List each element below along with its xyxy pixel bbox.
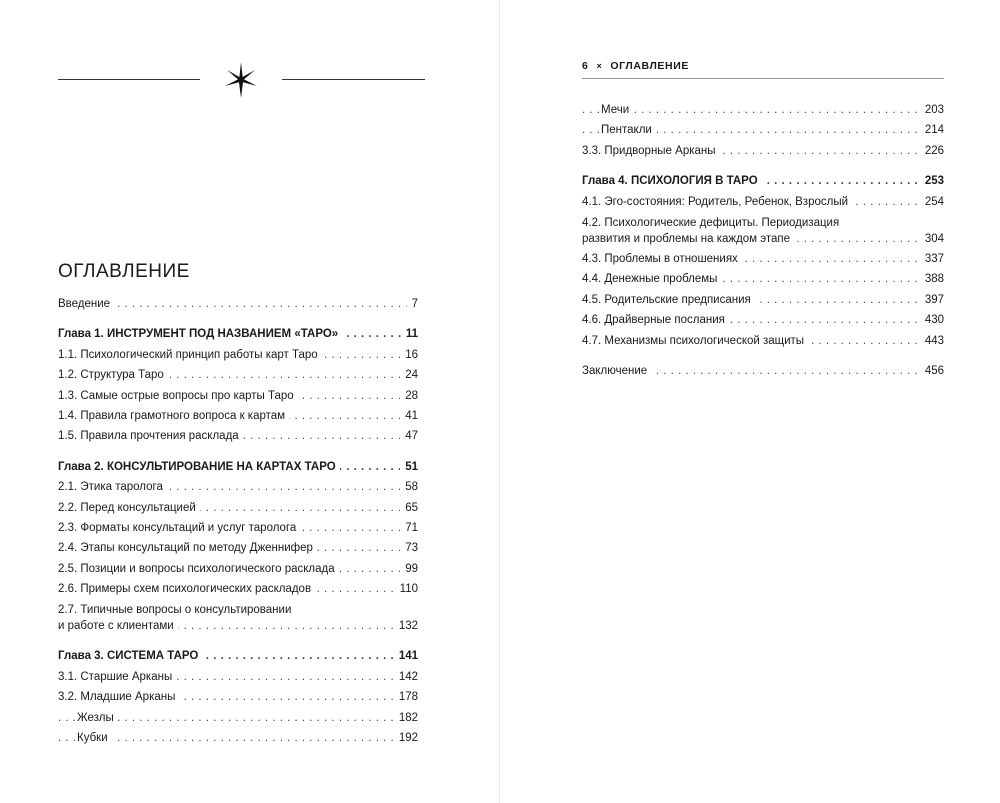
toc-entry[interactable]: . . . 4.1. Эго-состояния: Родитель, Ребенок, Взрослый 254 bbox=[582, 192, 944, 212]
toc-entry[interactable]: . . . 2.6. Примеры схем психологических раскладов 110 bbox=[58, 579, 418, 599]
page-number: 226 bbox=[920, 141, 944, 161]
right-page bbox=[500, 0, 1000, 803]
ornament-rule-right bbox=[282, 79, 425, 80]
toc-entry[interactable]: . . . 3.3. Придворные Арканы 226 bbox=[582, 141, 944, 161]
page-number: 388 bbox=[920, 269, 944, 289]
toc-chapter-entry[interactable]: . . . Глава 2. КОНСУЛЬТИРОВАНИЕ НА КАРТАХ ТАРО 51 bbox=[58, 457, 418, 477]
page-number: 182 bbox=[394, 708, 418, 728]
page-number: 41 bbox=[400, 406, 418, 426]
page-number: 142 bbox=[394, 667, 418, 687]
page-number: 58 bbox=[400, 477, 418, 497]
toc-entry[interactable]: . . . 2.3. Форматы консультаций и услуг таролога 71 bbox=[58, 518, 418, 538]
page-number: 430 bbox=[920, 310, 944, 330]
toc-subentry[interactable]: . . . Пентакли 214 bbox=[582, 120, 944, 140]
page-number: 28 bbox=[400, 386, 418, 406]
page-number: 254 bbox=[920, 192, 944, 212]
decorative-ornament bbox=[58, 60, 425, 100]
page-number: 71 bbox=[400, 518, 418, 538]
page-number: 110 bbox=[395, 579, 418, 599]
page-number: 203 bbox=[920, 100, 944, 120]
page-number: 11 bbox=[401, 324, 418, 344]
running-head-separator: × bbox=[596, 61, 603, 71]
running-head-page-number: 6 bbox=[582, 60, 589, 72]
toc-entry[interactable]: . . . Заключение 456 bbox=[582, 361, 944, 381]
toc-entry[interactable]: . . . 2.4. Этапы консультаций по методу Дженнифер 73 bbox=[58, 538, 418, 558]
page-number: 51 bbox=[400, 457, 418, 477]
toc-list-left bbox=[58, 294, 418, 748]
page-number: 214 bbox=[920, 120, 944, 140]
page-number: 47 bbox=[400, 426, 418, 446]
toc-entry[interactable]: . . . 1.1. Психологический принцип работы карт Таро 16 bbox=[58, 345, 418, 365]
page-number: 337 bbox=[920, 249, 944, 269]
toc-entry[interactable]: . . . 1.2. Структура Таро 24 bbox=[58, 365, 418, 385]
toc-entry[interactable]: . . . 4.4. Денежные проблемы 388 bbox=[582, 269, 944, 289]
toc-subentry[interactable]: . . . Жезлы 182 bbox=[58, 708, 418, 728]
page-number: 178 bbox=[394, 687, 418, 707]
toc-entry[interactable]: . . . 1.5. Правила прочтения расклада 47 bbox=[58, 426, 418, 446]
page-number: 24 bbox=[400, 365, 418, 385]
toc-entry[interactable]: . . . 2.5. Позиции и вопросы психологического расклада 99 bbox=[58, 559, 418, 579]
page-number: 304 bbox=[920, 231, 944, 247]
page-number: 253 bbox=[920, 171, 944, 191]
page-number: 7 bbox=[407, 294, 418, 314]
toc-subentry[interactable]: . . . Кубки 192 bbox=[58, 728, 418, 748]
page-number: 456 bbox=[920, 361, 944, 381]
toc-entry[interactable]: . . . 1.4. Правила грамотного вопроса к картам 41 bbox=[58, 406, 418, 426]
page-number: 397 bbox=[920, 290, 944, 310]
toc-entry[interactable]: . . . 4.7. Механизмы психологической защиты 443 bbox=[582, 331, 944, 351]
page-number: 132 bbox=[394, 618, 418, 634]
toc-entry[interactable]: . . . Введение 7 bbox=[58, 294, 418, 314]
toc-entry-two-line[interactable]: 4.2. Психологические дефициты. Периодизация . . . развития и проблемы на каждом этапе 304 bbox=[582, 212, 944, 249]
toc-entry-two-line[interactable]: 2.7. Типичные вопросы о консультировании . . . и работе с клиентами 132 bbox=[58, 599, 418, 636]
toc-chapter-entry[interactable]: . . . Глава 4. ПСИХОЛОГИЯ В ТАРО 253 bbox=[582, 171, 944, 191]
star-icon bbox=[221, 60, 261, 100]
page-number: 141 bbox=[394, 646, 418, 666]
toc-entry[interactable]: . . . 1.3. Самые острые вопросы про карты Таро 28 bbox=[58, 386, 418, 406]
page-number: 192 bbox=[394, 728, 418, 748]
toc-title: ОГЛАВЛЕНИЕ bbox=[58, 261, 190, 282]
toc-entry[interactable]: . . . 2.2. Перед консультацией 65 bbox=[58, 498, 418, 518]
toc-subentry[interactable]: . . . Мечи 203 bbox=[582, 100, 944, 120]
toc-chapter-entry[interactable]: . . . Глава 1. ИНСТРУМЕНТ ПОД НАЗВАНИЕМ «ТАРО» 11 bbox=[58, 324, 418, 344]
toc-entry[interactable]: . . . 3.1. Старшие Арканы 142 bbox=[58, 667, 418, 687]
toc-entry[interactable]: . . . 3.2. Младшие Арканы 178 bbox=[58, 687, 418, 707]
toc-chapter-entry[interactable]: . . . Глава 3. СИСТЕМА ТАРО 141 bbox=[58, 646, 418, 666]
page-number: 65 bbox=[400, 498, 418, 518]
running-head-title: ОГЛАВЛЕНИЕ bbox=[610, 60, 689, 72]
page-number: 73 bbox=[400, 538, 418, 558]
page-number: 443 bbox=[920, 331, 944, 351]
running-head bbox=[582, 60, 944, 79]
page-number: 16 bbox=[400, 345, 418, 365]
toc-entry[interactable]: . . . 4.5. Родительские предписания 397 bbox=[582, 290, 944, 310]
ornament-rule-left bbox=[58, 79, 200, 80]
toc-list-right bbox=[582, 100, 944, 381]
toc-entry[interactable]: . . . 4.6. Драйверные послания 430 bbox=[582, 310, 944, 330]
toc-entry[interactable]: . . . 4.3. Проблемы в отношениях 337 bbox=[582, 249, 944, 269]
toc-entry[interactable]: . . . 2.1. Этика таролога 58 bbox=[58, 477, 418, 497]
page-number: 99 bbox=[400, 559, 418, 579]
